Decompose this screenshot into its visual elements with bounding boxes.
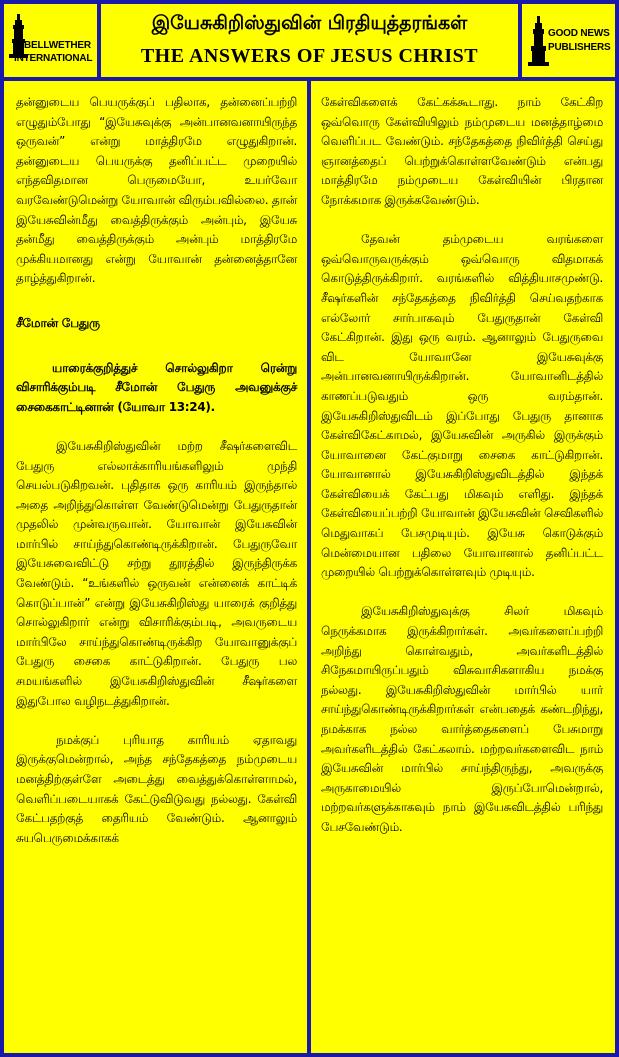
bellwether-logo-line2: INTERNATIONAL [14, 53, 93, 64]
bellwether-logo-box [4, 4, 97, 77]
header-title-box [101, 4, 518, 77]
right-paragraph-2: தேவன் தம்முடைய வரங்களை ஒவ்வொருவருக்கும் ஒவ்வொரு விதமாகக் கொடுத்திருக்கிறார். வரங்களில் வித்தியாசமுண்டு. சீஷர்களின் சந்தேகத்தை நிவிர்த்தி செய்வதற்காக எல்லோர் சார்பாகவும் பேதுருதான் கேள்வி கேட்கிறான். இது ஒரு வரம். ஆனாலும் பேதுருவை விட யோவானே இயேசுவுக்கு அன்பானவனாயிருக்கிறான். யோவானிடத்தில் காணப்படுவதும் ஒரு வரம்தான். இயேசுகிறிஸ்துவிடம் இப்போது பேதுரு தானாக கேள்விகேட்காமல், இயேசுவின் அருகில் இருக்கும் யோவானை கேட்குமாறு சைகை காட்டுகிறான். யோவானால் இயேசுகிறிஸ்துவிடத்தில் இந்தக் கேள்வியைக் கேட்பது மிகவும் எளிது. இந்தக் கேள்வியைப்பற்றி யோவான் இயேசுவின் செவிகளில் மெதுவாகப் பேசமுடியும். இயேசு கொடுக்கும் மென்மையான பதிலை யோவானால் தனிப்பட்ட முறையில் பெற்றுக்கொள்ளவும் முடியும். [321, 232, 603, 580]
right-paragraph-1: கேள்விகளைக் கேட்கக்கூடாது. நாம் கேட்கிற ஒவ்வொரு கேள்வியிலும் நம்முடைய மனத்தாழ்மை வெளிப்பட வேண்டும். சந்தேகத்தை நிவிர்த்தி செய்து ஞானத்தைப் பெற்றுக்கொள்ளவேண்டும் என்பது மாத்திரமே நம்முடைய கேள்வியின் பிரதான நோக்கமாக இருக்கவேண்டும். [321, 95, 603, 207]
right-paragraph-3: இயேசுகிறிஸ்துவுக்கு சிலர் மிகவும் நெருக்கமாக இருக்கிறார்கள். அவர்களைப்பற்றி அறிந்து கொள்வதும், அவர்களிடத்தில் சிநேகமாயிருப்பதும் விசுவாசிகளாகிய நமக்கு நல்லது. இயேசுகிறிஸ்துவின் மார்பில் யார் சாய்ந்துகொண்டிருக்கிறார்கள் என்பதைக் கண்டறிந்து, நமக்காக நல்ல வார்த்தைகளைப் பேசுமாறு அவர்களிடத்தில் கேட்கலாம். மற்றவர்களைவிட நாம் இயேசுவின் மார்பில் சாய்ந்திருந்து, அவருக்கு அருகாமையில் இருப்போமென்றால், மற்றவர்களுக்காகவும் நாம் இயேசுவிடத்தில் பரிந்து பேசவேண்டும். [321, 604, 603, 834]
section-heading: சீமோன் பேதுரு [16, 315, 100, 330]
left-paragraph-3: நமக்குப் புரியாத காரியம் ஏதாவது இருக்குமென்றால், அந்த சந்தேகத்தை நம்முடைய மனத்திற்குள்ளே அடைத்து வைத்துக்கொள்ளாமல், வெளிப்படையாகக் கேட்டுவிடுவது நல்லது. கேள்வி கேட்பதற்குத் தைரியம் வேண்டும். ஆனாலும் சுயபெருமைக்காகக் [16, 732, 297, 845]
left-column [4, 81, 307, 1053]
right-column [311, 81, 615, 1053]
title-english: THE ANSWERS OF JESUS CHRIST [140, 45, 479, 67]
good-news-logo-line2: PUBLISHERS [548, 42, 611, 53]
bellwether-logo [4, 4, 97, 77]
scripture-verse: யாரைக்குறித்துச் சொல்லுகிறா ரென்று விசாரிக்கும்படி சீமோன் பேதுரு அவனுக்குச் சைகைகாட்டினான் (யோவா 13:24). [16, 360, 297, 414]
good-news-logo-icon [528, 16, 550, 66]
good-news-logo [522, 4, 615, 77]
good-news-logo-line1: GOOD NEWS [548, 28, 610, 39]
left-paragraph-2: இயேசுகிறிஸ்துவின் மற்ற சீஷர்களைவிட பேதுரு எல்லாக்காரியங்களிலும் முந்தி செயல்படுகிறவன். புதிதாக ஒரு காரியம் இருந்தால் அதை அறிந்துகொள்ள வேண்டுமென்று பேதுருதான் முதலில் முன்வருவான். யோவான் இயேசுவின் மார்பில் சாய்ந்துகொண்டிருக்கிறான். பேதுருவோ இயேசுவைவிட்டு சற்று தூரத்தில் இருந்திருக்க வேண்டும். “உங்களில் ஒருவன் என்னைக் காட்டிக் கொடுப்பான்” என்று இயேசுகிறிஸ்து யாரைக் குறித்து சொல்லுகிறார் என்று விசாரிக்கும்படி, அவருடைய மார்பிலே சாய்ந்துகொண்டிருக்கிற யோவானுக்குப் பேதுரு சைகை காட்டுகிறான். பேதுரு பல சமயங்களில் இயேசுகிறிஸ்துவின் சீஷர்களை இதுபோல வழிநடத்துகிறான். [16, 438, 297, 708]
left-paragraph-1: தன்னுடைய பெயருக்குப் பதிலாக, தன்னைப்பற்றி எழுதும்போது “இயேசுவுக்கு அன்பானவனாயிருந்த ஒருவன்” என்று மாத்திரமே எழுதுகிறான். தன்னுடைய பெயருக்கு தனிப்பட்ட முறையில் எந்தவிதமான பெருமையோ, உயர்வோ வரவேண்டுமென்று யோவான் விரும்பவில்லை. தான் இயேசுவின்மீது வைத்திருக்கும் அன்பும், இயேசு தன்மீது வைத்திருக்கும் அன்பும் மாத்திரமே முக்கியமானது என்று யோவான் தன்னைத்தானே தாழ்த்துகிறான். [16, 95, 297, 286]
good-news-logo-box [522, 4, 615, 77]
title-tamil: இயேசுகிறிஸ்துவின் பிரதியுத்தரங்கள் [151, 12, 468, 34]
bellwether-logo-line1: BELLWETHER [24, 40, 91, 51]
